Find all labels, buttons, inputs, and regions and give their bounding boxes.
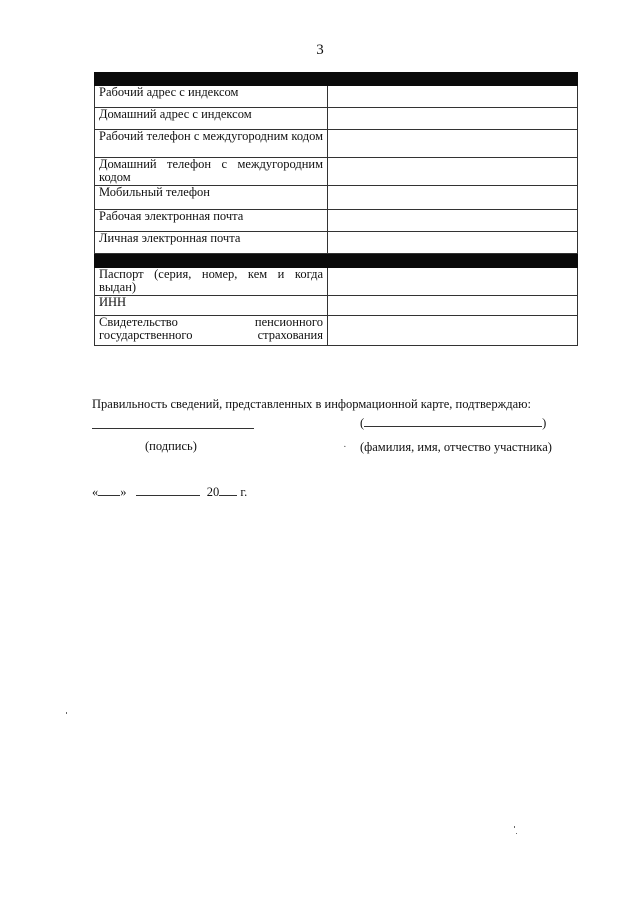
row-label: Свидетельство пенсионного государственного страхования [95,316,328,346]
row-label: Личная электронная почта [95,232,328,254]
row-label: Мобильный телефон [95,186,328,210]
section-header-documents [95,254,578,268]
row-value-field[interactable] [328,186,578,210]
row-label: Домашний телефон с междугородним кодом [95,158,328,186]
table-row [95,296,578,316]
scan-speck [516,833,517,834]
stray-mark: · [343,441,347,453]
row-label: Паспорт (серия, номер, кем и когда выдан) [95,268,328,296]
row-label: ИНН [95,296,328,316]
row-label: Рабочий адрес с индексом [95,86,328,108]
signature-caption: (подпись) [145,439,197,453]
row-label: Рабочий телефон с междугородним кодом [95,130,328,158]
date-field [92,485,247,500]
row-value-field[interactable] [328,268,578,296]
row-value-field[interactable] [328,210,578,232]
year-suffix: г. [240,485,248,499]
section-header-contacts [95,73,578,86]
row-value-field[interactable] [328,232,578,254]
year-prefix: 20 [206,485,220,499]
row-value-field[interactable] [328,86,578,108]
row-value-field[interactable] [328,130,578,158]
name-open-paren: ( [360,416,365,430]
table-row [95,210,578,232]
name-blank[interactable] [364,416,542,427]
table-row [95,186,578,210]
table-row [95,86,578,108]
table-row [95,108,578,130]
signature-line[interactable] [92,418,254,429]
name-close-paren: ) [542,416,547,430]
row-value-field[interactable] [328,108,578,130]
info-card-table [94,72,578,346]
row-label: Домашний адрес с индексом [95,108,328,130]
month-blank[interactable] [136,485,200,496]
table-row [95,130,578,158]
row-value-field[interactable] [328,296,578,316]
page-number: 3 [316,42,324,58]
name-caption: (фамилия, имя, отчество участника) [360,440,552,454]
row-value-field[interactable] [328,158,578,186]
name-field[interactable] [360,416,550,431]
day-blank[interactable] [98,485,120,496]
date-close-quote: » [120,485,127,499]
table-row [95,232,578,254]
table-row [95,316,578,346]
year-blank[interactable] [219,485,237,496]
row-value-field[interactable] [328,316,578,346]
date-open-quote: « [92,485,99,499]
confirmation-text: Правильность сведений, представленных в информационной карте, подтверждаю: [92,397,531,411]
scan-speck [514,826,515,828]
row-label: Рабочая электронная почта [95,210,328,232]
scan-speck [66,712,67,714]
table-row [95,268,578,296]
table-row [95,158,578,186]
